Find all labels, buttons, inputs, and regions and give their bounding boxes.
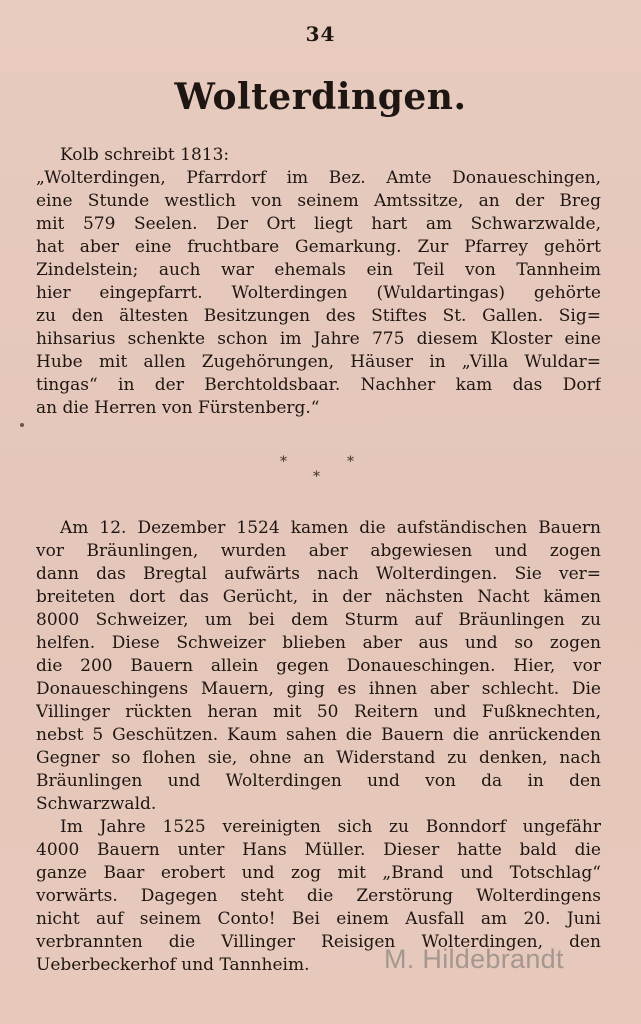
text-line: Gegner so flohen sie, ohne an Widerstand zu denken, nach	[36, 748, 601, 768]
page-number: 34	[305, 22, 336, 46]
paper-speck	[20, 423, 24, 427]
text-line: hihsarius schenkte schon im Jahre 775 diesem Kloster eine	[36, 329, 601, 349]
text-line: dann das Bregtal aufwärts nach Wolterdingen. Sie ver=	[36, 564, 601, 584]
watermark: M. Hildebrandt	[384, 944, 564, 974]
text-line: „Wolterdingen, Pfarrdorf im Bez. Amte Donaueschingen,	[36, 168, 601, 188]
text-line: tingas“ in der Berchtoldsbaar. Nachher kam das Dorf	[36, 375, 601, 395]
text-line: Ueberbeckerhof und Tannheim.	[36, 955, 310, 975]
text-line: an die Herren von Fürstenberg.“	[36, 398, 320, 418]
text-line: Am 12. Dezember 1524 kamen die aufständischen Bauern	[60, 518, 601, 538]
asterisk: *	[347, 454, 354, 470]
text-line: helfen. Diese Schweizer blieben aber aus und so zogen	[36, 633, 601, 653]
text-line: hat aber eine fruchtbare Gemarkung. Zur Pfarrey gehört	[36, 237, 601, 257]
text-line: nebst 5 Geschützen. Kaum sahen die Bauern die anrückenden	[36, 725, 601, 745]
text-line: breiteten dort das Gerücht, in der nächsten Nacht kämen	[36, 587, 601, 607]
text-line: Zindelstein; auch war ehemals ein Teil von Tannheim	[36, 260, 601, 280]
text-line: zu den ältesten Besitzungen des Stiftes St. Gallen. Sig=	[36, 306, 601, 326]
asterisk: *	[280, 454, 287, 470]
text-line: mit 579 Seelen. Der Ort liegt hart am Schwarzwalde,	[36, 214, 601, 234]
text-line: eine Stunde westlich von seinem Amtssitze, an der Breg	[36, 191, 601, 211]
text-line: 8000 Schweizer, um bei dem Sturm auf Bräunlingen zu	[36, 610, 601, 630]
text-line: Donaueschingens Mauern, ging es ihnen aber schlecht. Die	[36, 679, 601, 699]
text-line: hier eingepfarrt. Wolterdingen (Wuldartingas) gehörte	[36, 283, 601, 303]
text-line: vor Bräunlingen, wurden aber abgewiesen und zogen	[36, 541, 601, 561]
text-line: ganze Baar erobert und zog mit „Brand und Totschlag“	[36, 863, 601, 883]
text-line: 4000 Bauern unter Hans Müller. Dieser hatte bald die	[36, 840, 601, 860]
text-line: Kolb schreibt 1813:	[60, 145, 230, 165]
text-line: verbrannten die Villinger Reisigen Wolterdingen, den	[36, 932, 601, 952]
asterisk: *	[313, 469, 320, 485]
text-line: vorwärts. Dagegen steht die Zerstörung Wolterdingens	[36, 886, 601, 906]
text-line: Hube mit allen Zugehörungen, Häuser in „Villa Wuldar=	[36, 352, 601, 372]
text-line: Villinger rückten heran mit 50 Reitern und Fußknechten,	[36, 702, 601, 722]
text-line: Im Jahre 1525 vereinigten sich zu Bonndorf ungefähr	[60, 817, 601, 837]
text-line: Schwarzwald.	[36, 794, 157, 814]
page-title: Wolterdingen.	[174, 76, 467, 118]
text-line: nicht auf seinem Conto! Bei einem Ausfall am 20. Juni	[36, 909, 601, 929]
text-line: die 200 Bauern allein gegen Donaueschingen. Hier, vor	[36, 656, 601, 676]
text-line: Bräunlingen und Wolterdingen und von da in den	[36, 771, 601, 791]
